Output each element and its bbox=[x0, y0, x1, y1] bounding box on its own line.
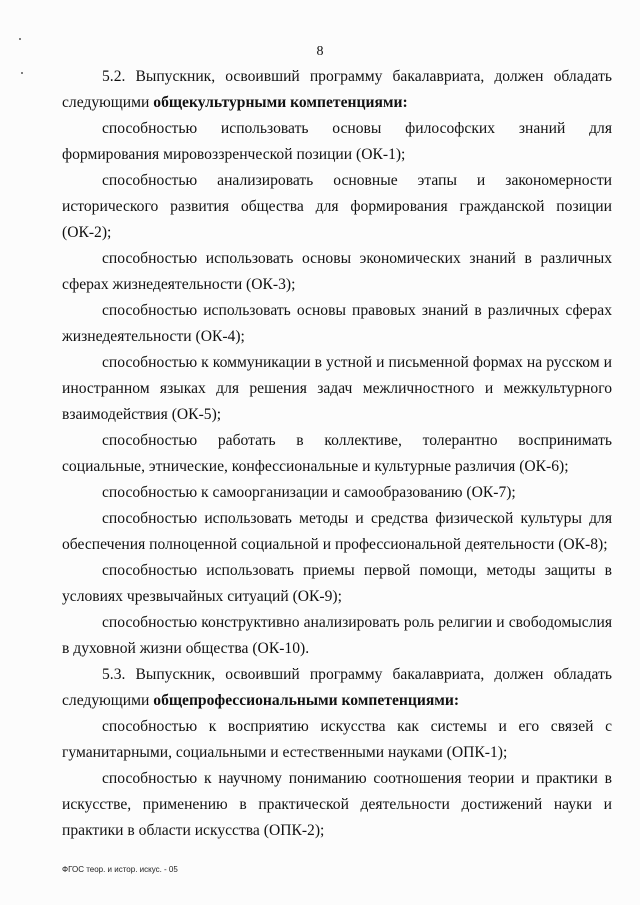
competency-item: способностью использовать основы правовых знаний в различных сферах жизнедеятельности (ОК-4); bbox=[62, 302, 612, 345]
competency-item: способностью анализировать основные этапы и закономерности исторического развития общества для формирования гражданской позиции (ОК-2); bbox=[62, 172, 612, 241]
section-heading-text: 5.2. Выпускник, освоивший программу бакалавриата, должен обладать следующими bbox=[62, 68, 612, 111]
document-body bbox=[62, 64, 612, 844]
section-heading bbox=[62, 64, 612, 116]
section-heading-bold: общепрофессиональными компетенциями: bbox=[153, 692, 460, 709]
competency-item: способностью к восприятию искусства как системы и его связей с гуманитарными, социальными и естественными науками (ОПК-1); bbox=[62, 718, 612, 761]
competency-item: способностью использовать методы и средства физической культуры для обеспечения полноценной социальной и профессиональной деятельности (ОК-8); bbox=[62, 510, 612, 553]
scan-speck bbox=[21, 72, 23, 74]
footer-code: ФГОС теор. и истор. искус. - 05 bbox=[62, 865, 178, 874]
competency-item: способностью использовать приемы первой помощи, методы защиты в условиях чрезвычайных ситуаций (ОК-9); bbox=[62, 562, 612, 605]
scan-speck bbox=[19, 38, 21, 40]
section-heading-text: 5.3. Выпускник, освоивший программу бакалавриата, должен обладать следующими bbox=[62, 666, 612, 709]
competency-item: способностью работать в коллективе, толерантно воспринимать социальные, этнические, конфессиональные и культурные различия (ОК-6); bbox=[62, 432, 612, 475]
competency-item: способностью использовать основы экономических знаний в различных сферах жизнедеятельности (ОК-3); bbox=[62, 250, 612, 293]
competency-item: способностью к самоорганизации и самообразованию (ОК-7); bbox=[102, 484, 516, 501]
competency-item: способностью к коммуникации в устной и письменной формах на русском и иностранном языках для решения задач межличностного и межкультурного взаимодействия (ОК-5); bbox=[62, 354, 612, 423]
section-heading-bold: общекультурными компетенциями: bbox=[153, 94, 408, 111]
competency-item: способностью конструктивно анализировать роль религии и свободомыслия в духовной жизни общества (ОК-10). bbox=[62, 614, 612, 657]
competency-item: способностью к научному пониманию соотношения теории и практики в искусстве, применению в практической деятельности достижений науки и практики в области искусства (ОПК-2); bbox=[62, 770, 612, 839]
competency-item: способностью использовать основы философских знаний для формирования мировоззренческой позиции (ОК-1); bbox=[62, 120, 612, 163]
section-heading bbox=[62, 662, 612, 714]
page-number: 8 bbox=[316, 44, 324, 59]
